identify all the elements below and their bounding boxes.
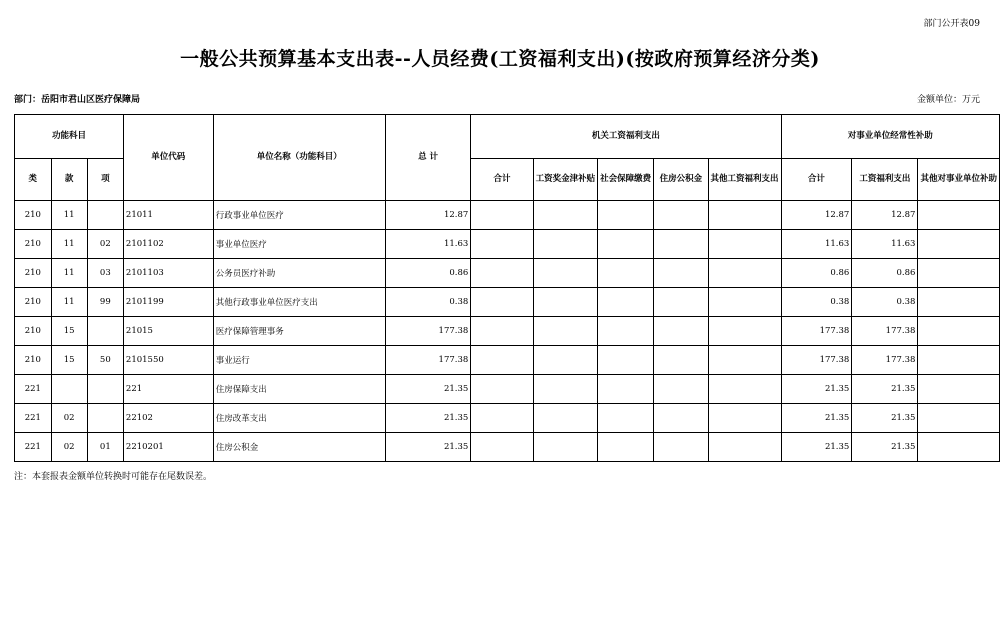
- cell-agency-subtotal: [471, 404, 533, 433]
- cell-institution-subtotal: 0.86: [781, 259, 852, 288]
- cell-total: 21.35: [385, 433, 470, 462]
- cell-institution-wage: 21.35: [852, 433, 918, 462]
- cell-lei: 210: [15, 230, 52, 259]
- cell-xiang: 50: [87, 346, 123, 375]
- budget-table: [14, 114, 1000, 462]
- cell-institution-subtotal: 12.87: [781, 201, 852, 230]
- cell-agency-social: [598, 259, 654, 288]
- cell-agency-subtotal: [471, 346, 533, 375]
- cell-agency-housing: [654, 201, 708, 230]
- cell-institution-other: [918, 433, 1000, 462]
- cell-name: 住房保障支出: [213, 375, 385, 404]
- cell-agency-social: [598, 201, 654, 230]
- cell-agency-other: [708, 230, 781, 259]
- header-agency-wage: 工资奖金津补贴: [533, 159, 598, 201]
- cell-institution-wage: 177.38: [852, 346, 918, 375]
- header-institution-group: 对事业单位经常性补助: [781, 115, 999, 159]
- cell-agency-social: [598, 346, 654, 375]
- cell-agency-housing: [654, 317, 708, 346]
- cell-kuan: 02: [51, 433, 87, 462]
- cell-agency-social: [598, 317, 654, 346]
- cell-agency-wage: [533, 317, 598, 346]
- cell-agency-wage: [533, 230, 598, 259]
- cell-institution-other: [918, 317, 1000, 346]
- cell-xiang: [87, 317, 123, 346]
- cell-code: 21011: [123, 201, 213, 230]
- cell-agency-housing: [654, 288, 708, 317]
- table-row: [15, 201, 1000, 230]
- cell-institution-wage: 11.63: [852, 230, 918, 259]
- cell-agency-other: [708, 288, 781, 317]
- unit-label: 金额单位：万元: [916, 95, 980, 105]
- table-row: [15, 375, 1000, 404]
- cell-institution-subtotal: 177.38: [781, 317, 852, 346]
- cell-code: 221: [123, 375, 213, 404]
- cell-total: 0.38: [385, 288, 470, 317]
- cell-code: 2210201: [123, 433, 213, 462]
- header-kuan: 款: [51, 159, 87, 201]
- cell-institution-other: [918, 346, 1000, 375]
- table-row: [15, 346, 1000, 375]
- cell-xiang: 03: [87, 259, 123, 288]
- cell-xiang: 02: [87, 230, 123, 259]
- header-xiang: 项: [87, 159, 123, 201]
- cell-institution-other: [918, 375, 1000, 404]
- cell-xiang: [87, 404, 123, 433]
- table-row: [15, 259, 1000, 288]
- cell-lei: 210: [15, 346, 52, 375]
- cell-agency-wage: [533, 288, 598, 317]
- cell-institution-subtotal: 0.38: [781, 288, 852, 317]
- header-agency-group: 机关工资福利支出: [471, 115, 781, 159]
- cell-kuan: 15: [51, 346, 87, 375]
- cell-kuan: 11: [51, 201, 87, 230]
- cell-name: 事业运行: [213, 346, 385, 375]
- page-title: 一般公共预算基本支出表--人员经费(工资福利支出)(按政府预算经济分类): [180, 48, 820, 70]
- cell-agency-wage: [533, 201, 598, 230]
- cell-agency-other: [708, 317, 781, 346]
- cell-kuan: 02: [51, 404, 87, 433]
- cell-institution-wage: 21.35: [852, 375, 918, 404]
- table-row: [15, 404, 1000, 433]
- cell-institution-subtotal: 21.35: [781, 404, 852, 433]
- cell-name: 住房改革支出: [213, 404, 385, 433]
- cell-agency-subtotal: [471, 230, 533, 259]
- cell-total: 21.35: [385, 404, 470, 433]
- cell-agency-other: [708, 201, 781, 230]
- cell-name: 其他行政事业单位医疗支出: [213, 288, 385, 317]
- cell-agency-other: [708, 259, 781, 288]
- cell-agency-wage: [533, 259, 598, 288]
- cell-kuan: [51, 375, 87, 404]
- cell-lei: 221: [15, 375, 52, 404]
- cell-agency-subtotal: [471, 317, 533, 346]
- cell-agency-housing: [654, 433, 708, 462]
- cell-institution-wage: 0.38: [852, 288, 918, 317]
- cell-xiang: 01: [87, 433, 123, 462]
- cell-total: 177.38: [385, 317, 470, 346]
- table-row: [15, 317, 1000, 346]
- cell-agency-subtotal: [471, 433, 533, 462]
- cell-lei: 210: [15, 201, 52, 230]
- cell-agency-wage: [533, 346, 598, 375]
- header-institution-other: 其他对事业单位补助: [918, 159, 1000, 201]
- cell-agency-social: [598, 375, 654, 404]
- cell-code: 2101102: [123, 230, 213, 259]
- cell-lei: 221: [15, 433, 52, 462]
- header-agency-other: 其他工资福利支出: [708, 159, 781, 201]
- cell-name: 公务员医疗补助: [213, 259, 385, 288]
- header-total: 总 计: [385, 115, 470, 201]
- cell-lei: 210: [15, 288, 52, 317]
- cell-kuan: 11: [51, 288, 87, 317]
- cell-code: 2101550: [123, 346, 213, 375]
- cell-institution-wage: 0.86: [852, 259, 918, 288]
- cell-agency-other: [708, 404, 781, 433]
- cell-agency-social: [598, 230, 654, 259]
- department-label: 部门：岳阳市君山区医疗保障局: [14, 95, 141, 105]
- cell-kuan: 15: [51, 317, 87, 346]
- cell-agency-housing: [654, 375, 708, 404]
- table-row: [15, 230, 1000, 259]
- cell-agency-subtotal: [471, 259, 533, 288]
- header-agency-social: 社会保障缴费: [598, 159, 654, 201]
- cell-institution-subtotal: 21.35: [781, 375, 852, 404]
- cell-agency-subtotal: [471, 288, 533, 317]
- cell-lei: 210: [15, 259, 52, 288]
- cell-name: 事业单位医疗: [213, 230, 385, 259]
- cell-xiang: 99: [87, 288, 123, 317]
- cell-institution-other: [918, 230, 1000, 259]
- header-func-subject: 功能科目: [15, 115, 124, 159]
- header-institution-subtotal: 合计: [781, 159, 852, 201]
- cell-total: 12.87: [385, 201, 470, 230]
- table-row: [15, 433, 1000, 462]
- cell-agency-social: [598, 288, 654, 317]
- cell-lei: 210: [15, 317, 52, 346]
- cell-institution-subtotal: 21.35: [781, 433, 852, 462]
- cell-code: 2101103: [123, 259, 213, 288]
- cell-institution-wage: 12.87: [852, 201, 918, 230]
- cell-kuan: 11: [51, 259, 87, 288]
- cell-agency-housing: [654, 230, 708, 259]
- cell-institution-subtotal: 177.38: [781, 346, 852, 375]
- header-institution-wage: 工资福利支出: [852, 159, 918, 201]
- header-unit-code: 单位代码: [123, 115, 213, 201]
- header-unit-name: 单位名称（功能科目）: [213, 115, 385, 201]
- cell-xiang: [87, 375, 123, 404]
- cell-name: 住房公积金: [213, 433, 385, 462]
- cell-total: 0.86: [385, 259, 470, 288]
- cell-agency-other: [708, 346, 781, 375]
- cell-agency-other: [708, 375, 781, 404]
- cell-code: 2101199: [123, 288, 213, 317]
- cell-agency-wage: [533, 433, 598, 462]
- cell-agency-wage: [533, 375, 598, 404]
- cell-institution-other: [918, 259, 1000, 288]
- cell-agency-housing: [654, 404, 708, 433]
- cell-total: 177.38: [385, 346, 470, 375]
- cell-agency-other: [708, 433, 781, 462]
- cell-agency-subtotal: [471, 375, 533, 404]
- cell-xiang: [87, 201, 123, 230]
- cell-institution-subtotal: 11.63: [781, 230, 852, 259]
- header-agency-housing: 住房公积金: [654, 159, 708, 201]
- cell-agency-subtotal: [471, 201, 533, 230]
- cell-total: 21.35: [385, 375, 470, 404]
- cell-total: 11.63: [385, 230, 470, 259]
- report-id-label: 部门公开表09: [923, 19, 980, 29]
- cell-lei: 221: [15, 404, 52, 433]
- footnote: 注：本套报表金额单位转换时可能存在尾数误差。: [14, 472, 213, 482]
- table-row: [15, 288, 1000, 317]
- cell-code: 22102: [123, 404, 213, 433]
- cell-name: 行政事业单位医疗: [213, 201, 385, 230]
- cell-institution-other: [918, 288, 1000, 317]
- cell-institution-wage: 21.35: [852, 404, 918, 433]
- header-lei: 类: [15, 159, 52, 201]
- cell-agency-social: [598, 433, 654, 462]
- cell-institution-other: [918, 201, 1000, 230]
- cell-name: 医疗保障管理事务: [213, 317, 385, 346]
- cell-agency-wage: [533, 404, 598, 433]
- cell-agency-housing: [654, 346, 708, 375]
- cell-institution-wage: 177.38: [852, 317, 918, 346]
- header-agency-subtotal: 合计: [471, 159, 533, 201]
- cell-kuan: 11: [51, 230, 87, 259]
- cell-agency-social: [598, 404, 654, 433]
- cell-institution-other: [918, 404, 1000, 433]
- cell-code: 21015: [123, 317, 213, 346]
- cell-agency-housing: [654, 259, 708, 288]
